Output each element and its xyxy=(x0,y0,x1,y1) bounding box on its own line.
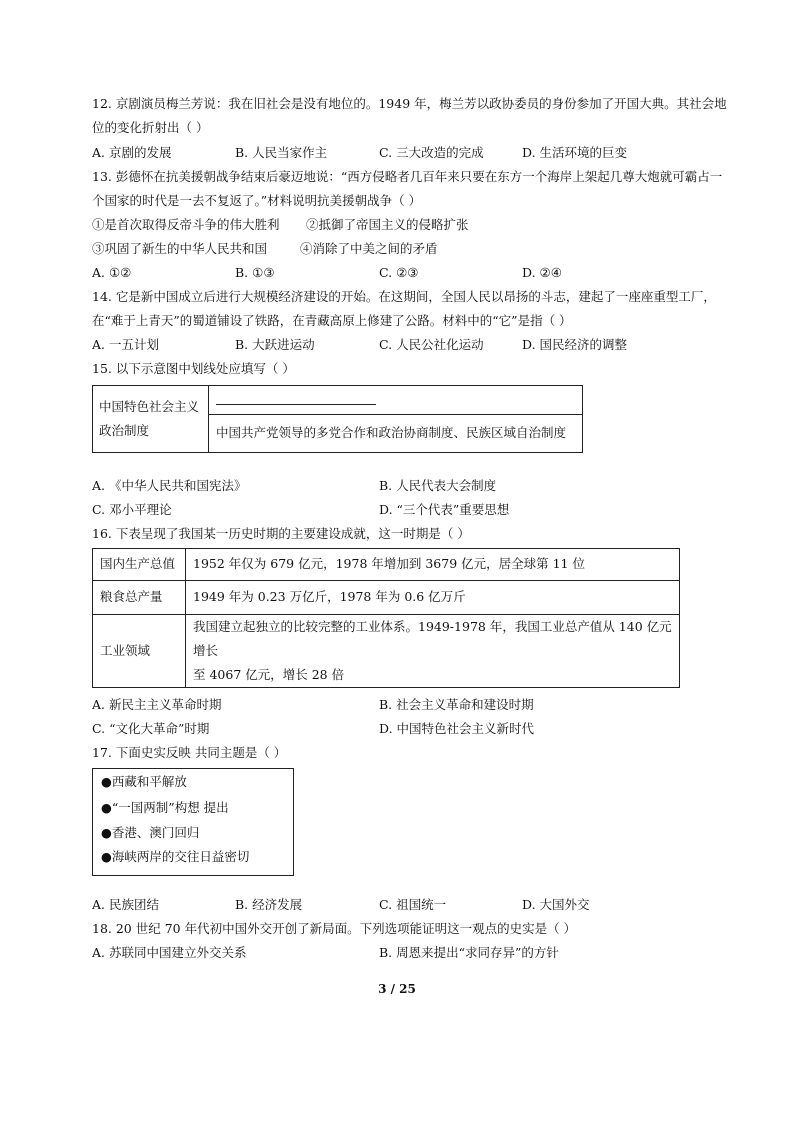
list-item: ●“一国两制”构想 提出 xyxy=(101,800,229,815)
q16-achievements-table xyxy=(92,548,680,688)
q13-option-c: C. ②③ xyxy=(379,265,419,280)
q14-option-a: A. 一五计划 xyxy=(92,337,159,352)
q18-option-a: A. 苏联同中国建立外交关系 xyxy=(92,945,247,960)
q18-stem: 18. 20 世纪 70 年代初中国外交开创了新局面。下列选项能证明这一观点的史实是（ ） xyxy=(92,921,577,936)
q12-option-a: A. 京剧的发展 xyxy=(92,145,172,160)
table-row xyxy=(93,549,680,581)
q17-option-b: B. 经济发展 xyxy=(235,897,303,912)
list-item: ●西藏和平解放 xyxy=(101,774,187,789)
q16-row3-text xyxy=(186,615,680,688)
q14-option-d: D. 国民经济的调整 xyxy=(522,337,628,352)
q13-option-d: D. ②④ xyxy=(522,265,562,280)
q17-stem: 17. 下面史实反映 共同主题是（ ） xyxy=(92,745,287,760)
q16-row2-text: 1949 年为 0.23 万亿斤，1978 年为 0.6 亿万斤 xyxy=(186,581,680,615)
q15-left-line2: 政治制度 xyxy=(99,423,150,438)
q15-option-b: B. 人民代表大会制度 xyxy=(379,478,497,493)
q14-stem-line1: 14. 它是新中国成立后进行大规模经济建设的开始。在这期间，全国人民以昂扬的斗志，建起了一座座重型工厂， xyxy=(92,289,716,304)
q13-statement-3: ③巩固了新生的中华人民共和国 xyxy=(92,241,268,256)
q13-statement-2: ②抵御了帝国主义的侵略扩张 xyxy=(306,217,469,232)
q14-stem-line2: 在“难于上青天”的蜀道铺设了铁路，在青藏高原上修建了公路。材料中的“它”是指（ ） xyxy=(92,313,572,328)
q16-row3-text-line1: 我国建立起独立的比较完整的工业体系。1949-1978 年，我国工业总产值从 140 亿元增长 xyxy=(193,619,672,658)
q15-option-d: D. “三个代表”重要思想 xyxy=(379,502,510,517)
q15-option-a: A. 《中华人民共和国宪法》 xyxy=(92,478,247,493)
q17-option-a: A. 民族团结 xyxy=(92,897,159,912)
list-item: ●海峡两岸的交往日益密切 xyxy=(101,849,250,864)
q16-option-d: D. 中国特色社会主义新时代 xyxy=(379,721,535,736)
q17-facts-box xyxy=(92,768,294,876)
q17-option-d: D. 大国外交 xyxy=(522,897,590,912)
q13-statement-4: ④消除了中美之间的矛盾 xyxy=(300,241,438,256)
q16-row1-label: 国内生产总值 xyxy=(93,549,186,581)
q18-option-b: B. 周恩来提出“求同存异”的方针 xyxy=(379,945,559,960)
table-row xyxy=(93,581,680,615)
table-row xyxy=(93,615,680,688)
q16-row3-text-line2: 至 4067 亿元，增长 28 倍 xyxy=(193,667,345,682)
q16-option-a: A. 新民主主义革命时期 xyxy=(92,697,222,712)
q14-option-b: B. 大跃进运动 xyxy=(235,337,315,352)
q15-stem: 15. 以下示意图中划线处应填写（ ） xyxy=(92,361,295,376)
q12-option-b: B. 人民当家作主 xyxy=(235,145,328,160)
q16-row1-text: 1952 年仅为 679 亿元，1978 年增加到 3679 亿元，居全球第 11 位 xyxy=(186,549,680,581)
q15-left-line1: 中国特色社会主义 xyxy=(99,399,200,414)
q16-option-c: C. “文化大革命”时期 xyxy=(92,721,210,736)
q12-stem-line2: 位的变化折射出（ ） xyxy=(92,120,209,135)
q15-left-cell xyxy=(93,386,209,453)
q13-stem-line2: 个国家的时代是一去不复返了。”材料说明抗美援朝战争（ ） xyxy=(92,193,422,208)
q13-stem-line1: 13. 彭德怀在抗美援朝战争结束后豪迈地说：“西方侵略者几百年来只要在东方一个海岸上架起几尊大炮就可霸占一 xyxy=(92,169,723,184)
q13-statement-1: ①是首次取得反帝斗争的伟大胜利 xyxy=(92,217,280,232)
page-number: 3 / 25 xyxy=(378,982,416,996)
q12-option-c: C. 三大改造的完成 xyxy=(379,145,484,160)
q15-diagram-table xyxy=(92,385,583,453)
q14-option-c: C. 人民公社化运动 xyxy=(379,337,484,352)
q13-option-a: A. ①② xyxy=(92,265,132,280)
q16-row2-label: 粮食总产量 xyxy=(93,581,186,615)
q15-blank-cell xyxy=(209,386,583,415)
q12-stem-line1: 12. 京剧演员梅兰芳说：我在旧社会是没有地位的。1949 年，梅兰芳以政协委员的身份参加了开国大典。其社会地 xyxy=(92,96,727,111)
list-item: ●香港、澳门回归 xyxy=(101,825,200,840)
q13-option-b: B. ①③ xyxy=(235,265,275,280)
q15-option-c: C. 邓小平理论 xyxy=(92,502,172,517)
q15-right-cell: 中国共产党领导的多党合作和政治协商制度、民族区域自治制度 xyxy=(209,415,583,453)
q12-option-d: D. 生活环境的巨变 xyxy=(522,145,628,160)
q16-option-b: B. 社会主义革命和建设时期 xyxy=(379,697,534,712)
answer-blank-line xyxy=(216,396,376,405)
q17-option-c: C. 祖国统一 xyxy=(379,897,447,912)
q16-stem: 16. 下表呈现了我国某一历史时期的主要建设成就，这一时期是（ ） xyxy=(92,526,470,541)
q16-row3-label: 工业领域 xyxy=(93,615,186,688)
